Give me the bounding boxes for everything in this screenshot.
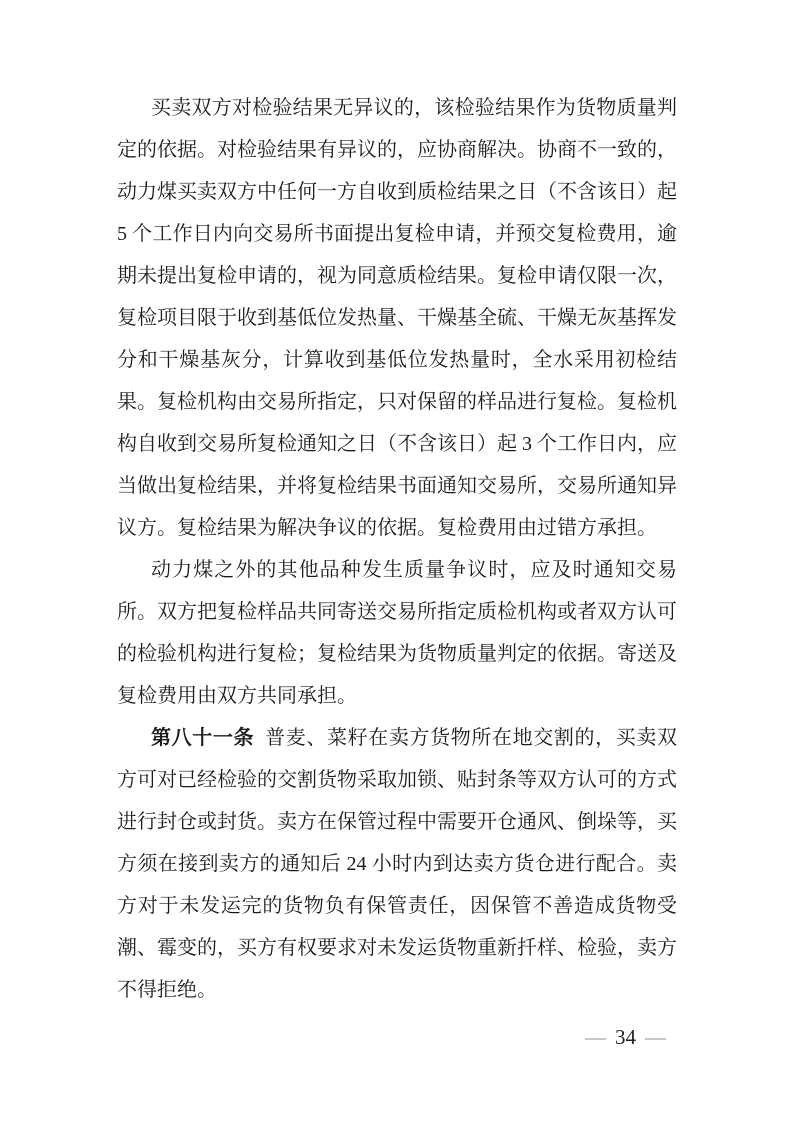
document-body — [117, 87, 677, 1011]
page-footer — [576, 1022, 675, 1052]
page-number: 34 — [615, 1025, 636, 1049]
footer-right-dash: — — [645, 1025, 666, 1049]
article-number-heading: 第八十一条 — [151, 727, 255, 749]
footer-left-dash: — — [585, 1025, 606, 1049]
paragraph-inspection-result: 买卖双方对检验结果无异议的，该检验结果作为货物质量判定的依据。对检验结果有异议的，应协商解决。协商不一致的，动力煤买卖双方中任何一方自收到质检结果之日（不含该日）起 5 个工作日内向交易所书面提出复检申请，并预交复检费用，逾期未提出复检申请的，视为同意质检结果。复检申请仅限一次，复检项目限于收到基低位发热量、干燥基全硫、干燥无灰基挥发分和干燥基灰分，计算收到基低位发热量时，全水采用初检结果。复检机构由交易所指定，只对保留的样品进行复检。复检机构自收到交易所复检通知之日（不含该日）起 3 个工作日内，应当做出复检结果，并将复检结果书面通知交易所，交易所通知异议方。复检结果为解决争议的依据。复检费用由过错方承担。 — [117, 97, 677, 539]
paragraph-other-varieties-dispute: 动力煤之外的其他品种发生质量争议时，应及时通知交易所。双方把复检样品共同寄送交易所指定质检机构或者双方认可的检验机构进行复检；复检结果为货物质量判定的依据。寄送及复检费用由双方共同承担。 — [117, 559, 677, 707]
article-81-text: 普麦、菜籽在卖方货物所在地交割的，买卖双方可对已经检验的交割货物采取加锁、贴封条等双方认可的方式进行封仓或封货。卖方在保管过程中需要开仓通风、倒垛等，买方须在接到卖方的通知后 24 小时内到达卖方货仓进行配合。卖方对于未发运完的货物负有保管责任，因保管不善造成货物受潮、霉变的，买方有权要求对未发运货物重新扦样、检验，卖方不得拒绝。 — [117, 727, 677, 1001]
paragraph-article-81 — [117, 717, 677, 1011]
